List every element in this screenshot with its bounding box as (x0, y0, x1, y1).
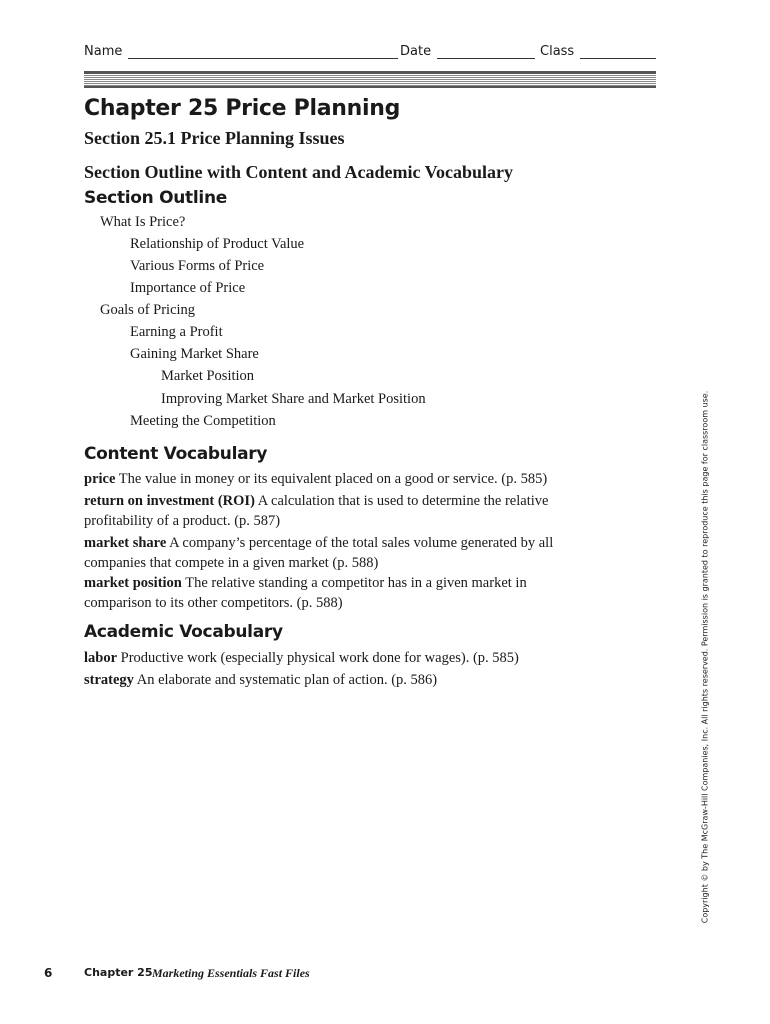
vocab-definition: A calculation that is used to determine the relative profitability of a product. (p. 587) (84, 493, 549, 529)
vocab-entry (84, 573, 584, 613)
vocab-term: market share (84, 535, 167, 551)
outline-item-level2: Meeting the Competition (130, 413, 276, 429)
content-vocabulary-heading: Content Vocabulary (84, 444, 268, 464)
page-number: 6 (44, 966, 53, 980)
outline-item-level2: Earning a Profit (130, 324, 223, 340)
vocab-definition: Productive work (especially physical work done for wages). (p. 585) (120, 650, 519, 666)
vocab-entry (84, 670, 584, 690)
header-rule-band (84, 71, 656, 89)
academic-vocabulary-heading: Academic Vocabulary (84, 622, 283, 642)
name-blank-line[interactable] (128, 44, 398, 59)
class-blank-line[interactable] (580, 44, 656, 59)
vocab-term: price (84, 471, 116, 487)
page-footer (0, 966, 770, 982)
outline-item-level2: Various Forms of Price (130, 258, 265, 274)
outline-item-level2: Relationship of Product Value (130, 236, 305, 252)
outline-item-level2: Importance of Price (130, 280, 246, 296)
outline-heading: Section Outline with Content and Academic Vocabulary (84, 162, 514, 182)
date-field[interactable] (400, 44, 535, 59)
outline-item-level2: Gaining Market Share (130, 346, 259, 362)
vocab-definition: The value in money or its equivalent placed on a good or service. (p. 585) (118, 471, 548, 487)
copyright-text: Copyright © by The McGraw-Hill Companies, Inc. All rights reserved. Permission is granted to reproduce this page for classroom use. (700, 390, 710, 924)
outline-item-level1: What Is Price? (100, 214, 186, 230)
vocab-entry (84, 648, 584, 668)
date-blank-line[interactable] (437, 44, 535, 59)
date-label: Date (400, 44, 432, 59)
chapter-title: Chapter 25 Price Planning (84, 96, 401, 121)
name-label: Name (84, 44, 123, 59)
footer-chapter: Chapter 25 (84, 966, 153, 979)
outline-item-level3: Improving Market Share and Market Position (161, 391, 426, 407)
footer-book-title: Marketing Essentials Fast Files (152, 966, 310, 980)
vocab-term: return on investment (ROI) (84, 493, 255, 509)
vocab-term: market position (84, 575, 182, 591)
vocab-definition: An elaborate and systematic plan of action. (p. 586) (136, 672, 438, 688)
vocab-entry (84, 491, 584, 531)
name-field[interactable] (84, 44, 398, 59)
section-title: Section 25.1 Price Planning Issues (84, 128, 345, 148)
vocab-definition: A company’s percentage of the total sales volume generated by all companies that compete in a given market (p. 588) (84, 535, 554, 571)
header-row (84, 44, 656, 64)
vocab-term: labor (84, 650, 118, 666)
outline-item-level3: Market Position (161, 368, 255, 384)
class-label: Class (540, 44, 575, 59)
vocab-term: strategy (84, 672, 134, 688)
vocab-definition: The relative standing a competitor has in a given market in comparison to its other competitors. (p. 588) (84, 575, 527, 611)
outline-item-level1: Goals of Pricing (100, 302, 196, 318)
vocab-entry (84, 533, 584, 573)
copyright-notice (698, 390, 712, 924)
section-outline-heading: Section Outline (84, 188, 227, 208)
vocab-entry (84, 469, 584, 489)
class-field[interactable] (540, 44, 656, 59)
